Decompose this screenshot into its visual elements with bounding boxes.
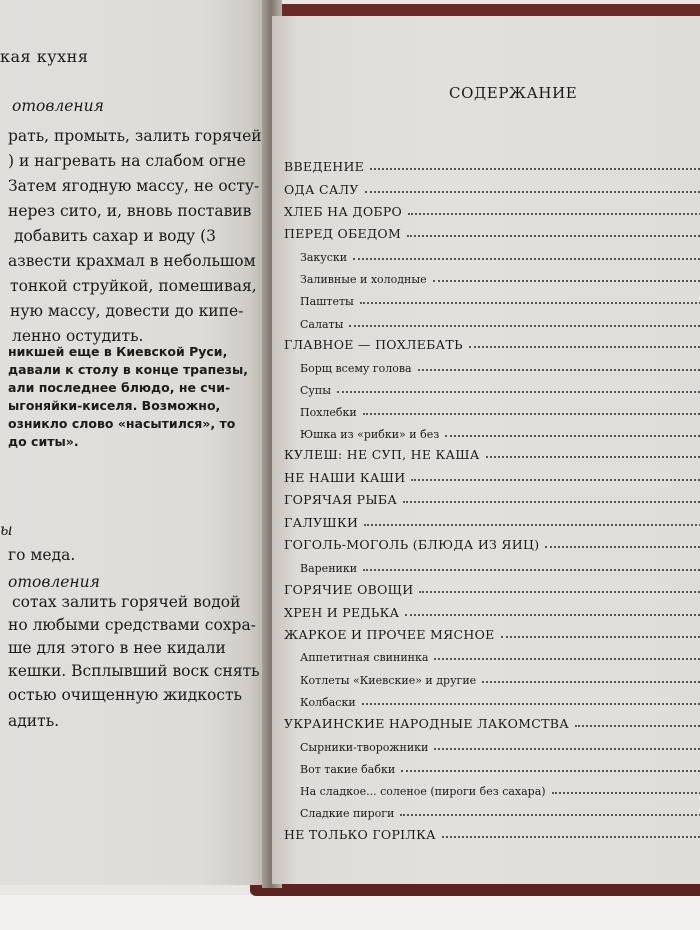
left-page-line: ную массу, довести до кипе- bbox=[10, 302, 244, 320]
dot-leader bbox=[403, 501, 700, 503]
dot-leader bbox=[501, 636, 700, 638]
dot-leader bbox=[353, 258, 700, 260]
entry-label: Борщ всему голова bbox=[300, 362, 412, 375]
entry-label: ЖАРКОЕ И ПРОЧЕЕ МЯСНОЕ bbox=[284, 627, 495, 642]
entry-label: На сладкое... соленое (пироги без сахара) bbox=[300, 785, 546, 798]
entry-label: ВВЕДЕНИЕ bbox=[284, 159, 365, 174]
contents-subsection-entry bbox=[300, 421, 700, 441]
entry-label: ГОГОЛЬ-МОГОЛЬ (БЛЮДА ИЗ ЯИЦ) bbox=[284, 537, 540, 552]
dot-leader bbox=[370, 168, 700, 170]
right-page-contents bbox=[272, 16, 700, 884]
left-page-line: ыгоняйки-киселя. Возможно, bbox=[8, 398, 221, 413]
entry-label: ГОРЯЧАЯ РЫБА bbox=[284, 492, 398, 507]
entry-label: НЕ ТОЛЬКО ГОРІЛКА bbox=[284, 827, 436, 842]
entry-label: ХРЕН И РЕДЬКА bbox=[284, 605, 400, 620]
left-page-line: отовления bbox=[8, 573, 100, 591]
contents-chapter-entry bbox=[284, 622, 700, 642]
left-page-line: сотах залить горячей водой bbox=[12, 593, 241, 611]
contents-chapter-entry bbox=[284, 532, 700, 552]
entry-label: Вот такие бабки bbox=[300, 763, 396, 776]
left-page-line: ленно остудить. bbox=[12, 327, 144, 345]
dot-leader bbox=[486, 456, 700, 458]
dot-leader bbox=[434, 748, 700, 750]
entry-label: УКРАИНСКИЕ НАРОДНЫЕ ЛАКОМСТВА bbox=[284, 716, 569, 731]
contents-chapter-entry bbox=[284, 177, 700, 197]
dot-leader bbox=[400, 814, 700, 816]
left-page-line: озникло слово «насытился», то bbox=[8, 416, 236, 431]
left-page-line: до ситы». bbox=[8, 434, 79, 449]
entry-label: Салаты bbox=[300, 318, 344, 331]
entry-label: Заливные и холодные bbox=[300, 273, 427, 286]
contents-subsection-entry bbox=[300, 667, 700, 687]
left-page-line: никшей еще в Киевской Руси, bbox=[8, 344, 228, 359]
contents-subsection-entry bbox=[300, 266, 700, 286]
contents-chapter-entry bbox=[284, 199, 700, 219]
left-page-line: тонкой струйкой, помешивая, bbox=[10, 277, 257, 295]
dot-leader bbox=[445, 435, 700, 437]
contents-subsection-entry bbox=[300, 555, 700, 575]
contents-subsection-entry bbox=[300, 734, 700, 754]
entry-label: Супы bbox=[300, 384, 331, 397]
left-page-line: али последнее блюдо, не счи- bbox=[8, 380, 231, 395]
dot-leader bbox=[337, 391, 700, 393]
dot-leader bbox=[401, 770, 700, 772]
contents-subsection-entry bbox=[300, 244, 700, 264]
dot-leader bbox=[408, 213, 700, 215]
contents-chapter-entry bbox=[284, 221, 700, 241]
left-page-line: кешки. Всплывший воск снять bbox=[8, 662, 260, 680]
entry-label: Аппетитная свининка bbox=[300, 651, 429, 664]
dot-leader bbox=[575, 725, 700, 727]
entry-label: Похлебки bbox=[300, 406, 357, 419]
dot-leader bbox=[349, 325, 700, 327]
entry-label: ПЕРЕД ОБЕДОМ bbox=[284, 226, 402, 241]
contents-subsection-entry bbox=[300, 311, 700, 331]
dot-leader bbox=[442, 836, 700, 838]
contents-title: СОДЕРЖАНИЕ bbox=[449, 84, 578, 102]
left-page-line: го меда. bbox=[8, 546, 76, 564]
dot-leader bbox=[363, 569, 700, 571]
dot-leader bbox=[418, 369, 700, 371]
left-page-line: кая кухня bbox=[0, 47, 89, 66]
dot-leader bbox=[360, 302, 700, 304]
left-page-line: ше для этого в нее кидали bbox=[8, 639, 226, 657]
contents-chapter-entry bbox=[284, 442, 700, 462]
contents-chapter-entry bbox=[284, 154, 700, 174]
dot-leader bbox=[407, 235, 700, 237]
left-page-line: нерез сито, и, вновь поставив bbox=[8, 202, 252, 220]
dot-leader bbox=[364, 524, 700, 526]
left-page bbox=[0, 0, 268, 885]
entry-label: ГОРЯЧИЕ ОВОЩИ bbox=[284, 582, 414, 597]
dot-leader bbox=[545, 546, 700, 548]
entry-label: ГАЛУШКИ bbox=[284, 515, 359, 530]
contents-chapter-entry bbox=[284, 577, 700, 597]
dot-leader bbox=[362, 703, 700, 705]
contents-chapter-entry bbox=[284, 600, 700, 620]
entry-label: Вареники bbox=[300, 562, 358, 575]
entry-label: ГЛАВНОЕ — ПОХЛЕБАТЬ bbox=[284, 337, 463, 352]
contents-chapter-entry bbox=[284, 332, 700, 352]
dot-leader bbox=[405, 614, 700, 616]
dot-leader bbox=[419, 591, 700, 593]
dot-leader bbox=[469, 346, 700, 348]
dot-leader bbox=[363, 413, 700, 415]
left-page-line: но любыми средствами сохра- bbox=[8, 616, 256, 634]
entry-label: ХЛЕБ НА ДОБРО bbox=[284, 204, 403, 219]
dot-leader bbox=[482, 681, 700, 683]
contents-subsection-entry bbox=[300, 644, 700, 664]
entry-label: НЕ НАШИ КАШИ bbox=[284, 470, 406, 485]
dot-leader bbox=[434, 658, 700, 660]
entry-label: Закуски bbox=[300, 251, 348, 264]
left-page-line: адить. bbox=[8, 712, 60, 730]
left-page-line: отовления bbox=[12, 97, 104, 115]
contents-chapter-entry bbox=[284, 465, 700, 485]
contents-subsection-entry bbox=[300, 800, 700, 820]
entry-label: Юшка из «рибки» и без bbox=[300, 428, 440, 441]
left-page-line: ) и нагревать на слабом огне bbox=[8, 152, 246, 170]
left-page-line: остью очищенную жидкость bbox=[8, 686, 242, 704]
dot-leader bbox=[552, 792, 700, 794]
left-page-line: давали к столу в конце трапезы, bbox=[8, 362, 248, 377]
contents-chapter-entry bbox=[284, 822, 700, 842]
dot-leader bbox=[433, 280, 700, 282]
contents-subsection-entry bbox=[300, 399, 700, 419]
contents-subsection-entry bbox=[300, 377, 700, 397]
entry-label: Котлеты «Киевские» и другие bbox=[300, 674, 477, 687]
contents-chapter-entry bbox=[284, 487, 700, 507]
dot-leader bbox=[411, 479, 700, 481]
entry-label: Сладкие пироги bbox=[300, 807, 395, 820]
left-page-line: азвести крахмал в небольшом bbox=[8, 252, 256, 270]
contents-chapter-entry bbox=[284, 711, 700, 731]
dot-leader bbox=[365, 191, 700, 193]
entry-label: ОДА САЛУ bbox=[284, 182, 359, 197]
contents-subsection-entry bbox=[300, 355, 700, 375]
left-page-line: рать, промыть, залить горячей bbox=[8, 127, 262, 145]
entry-label: Паштеты bbox=[300, 295, 354, 308]
contents-subsection-entry bbox=[300, 689, 700, 709]
contents-subsection-entry bbox=[300, 756, 700, 776]
contents-subsection-entry bbox=[300, 778, 700, 798]
entry-label: Сырники-творожники bbox=[300, 741, 429, 754]
contents-chapter-entry bbox=[284, 510, 700, 530]
entry-label: Колбаски bbox=[300, 696, 356, 709]
left-page-line: Затем ягодную массу, не осту- bbox=[8, 177, 260, 195]
left-page-line: добавить сахар и воду (3 bbox=[14, 227, 217, 245]
contents-subsection-entry bbox=[300, 288, 700, 308]
table-surface bbox=[0, 895, 700, 930]
entry-label: КУЛЕШ: НЕ СУП, НЕ КАША bbox=[284, 447, 480, 462]
left-page-line: ы bbox=[0, 521, 13, 539]
